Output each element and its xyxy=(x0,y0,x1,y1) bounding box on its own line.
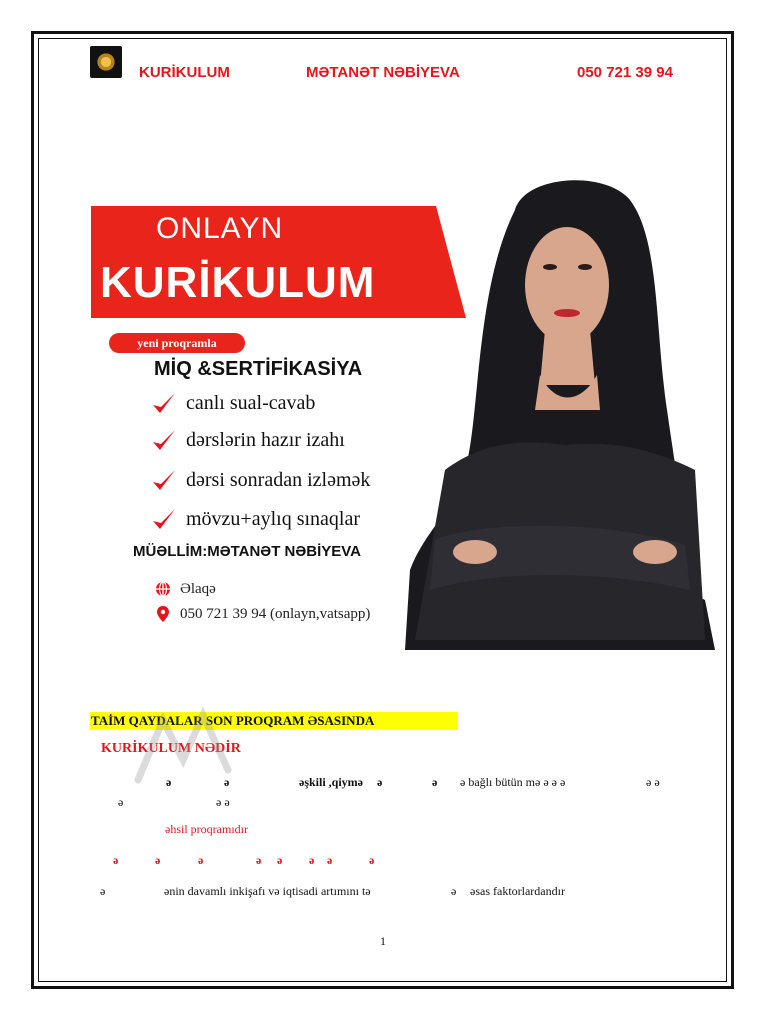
feature-item xyxy=(150,467,370,493)
contact-label: Əlaqə xyxy=(180,580,216,597)
location-pin-icon xyxy=(155,605,171,623)
text-fragment: ə xyxy=(100,884,106,898)
text-fragment: ə ə xyxy=(646,775,660,789)
feature-item xyxy=(150,390,315,416)
text-fragment: ə xyxy=(277,853,283,867)
feature-item xyxy=(150,427,345,453)
text-fragment: ə bağlı bütün mə ə ə ə xyxy=(460,775,566,789)
text-fragment: ə xyxy=(256,853,262,867)
banner-subtitle: ONLAYN xyxy=(156,212,284,245)
feature-label: dərslərin hazır izahı xyxy=(186,428,345,451)
contact-phone-row xyxy=(155,605,370,623)
school-emblem-icon xyxy=(90,46,122,78)
text-fragment: əsas faktorlardandır xyxy=(470,884,565,898)
header-left: KURİKULUM xyxy=(139,64,230,81)
feature-label: dərsi sonradan izləmək xyxy=(186,468,371,491)
text-fragment: ə xyxy=(166,775,172,789)
checkmark-icon xyxy=(150,390,178,416)
feature-label: canlı sual-cavab xyxy=(186,391,316,414)
section-heading: TAİM QAYDALAR SON PROQRAM ƏSASINDA xyxy=(91,713,375,728)
contact-label-row xyxy=(155,580,216,598)
checkmark-icon xyxy=(150,467,178,493)
text-fragment: ə xyxy=(377,775,383,789)
feature-item xyxy=(150,506,360,532)
checkmark-icon xyxy=(150,427,178,453)
teacher-photo xyxy=(405,170,721,655)
text-fragment: ə xyxy=(432,775,438,789)
checkmark-icon xyxy=(150,506,178,532)
text-fragment: ə xyxy=(155,853,161,867)
poster-heading: MİQ &SERTİFİKASİYA xyxy=(154,358,363,380)
feature-label: mövzu+aylıq sınaqlar xyxy=(186,507,361,530)
text-fragment: ə xyxy=(369,853,375,867)
banner-title: KURİKULUM xyxy=(100,258,376,307)
text-fragment: ə xyxy=(327,853,333,867)
text-fragment: ə xyxy=(224,775,230,789)
new-program-badge: yeni proqramla xyxy=(109,333,245,353)
teacher-name: MÜƏLLİM:MƏTANƏT NƏBİYEVA xyxy=(133,543,361,560)
header-phone: 050 721 39 94 xyxy=(577,64,673,81)
text-fragment: ə ə xyxy=(216,795,230,809)
text-fragment: ə xyxy=(309,853,315,867)
subheading: KURİKULUM NƏDİR xyxy=(101,741,241,756)
text-fragment: ənin davamlı inkişafı və iqtisadi artımını tə xyxy=(164,884,371,898)
text-fragment: ə xyxy=(113,853,119,867)
header-author: MƏTANƏT NƏBİYEVA xyxy=(306,64,460,81)
page-number: 1 xyxy=(380,934,386,948)
text-fragment: əhsil proqramıdır xyxy=(165,822,248,836)
text-fragment: ə xyxy=(198,853,204,867)
globe-icon xyxy=(155,580,171,598)
contact-phone: 050 721 39 94 (onlayn,vatsapp) xyxy=(180,605,371,622)
text-fragment: ə xyxy=(118,795,124,809)
watermark-graphic xyxy=(128,700,238,790)
text-fragment: ə xyxy=(451,884,457,898)
text-fragment: əşkili ,qiymə xyxy=(299,775,364,789)
